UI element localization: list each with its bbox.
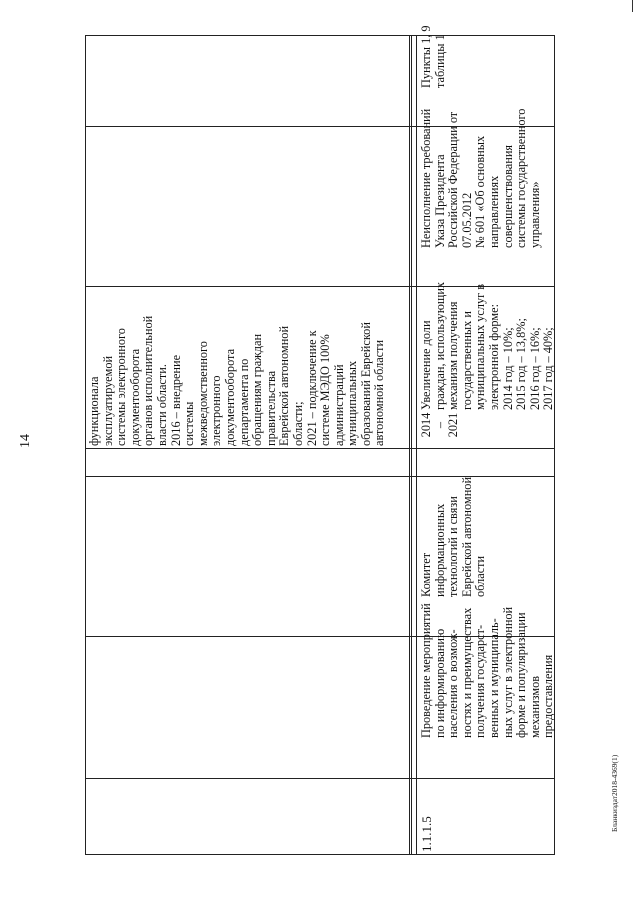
row-number: 1.1.1.5 [419,816,434,852]
link-cell: Пункты 1, 9 таблицы 1 [419,25,447,88]
period-cell: 2014 – 2021 [419,412,461,438]
executor-cell: Комитет информационных технологий и связи Еврейской автономной области [419,476,488,597]
footer-code: Бланкиздат2018-4369(1) [610,754,619,832]
upper-implementation-text: функционала эксплуатируемой системы электронного документооборота органов исполнительной власти области. 2016 – внедрение системы межведомственного электронного документооборота департамента по обращениям граждан правительства Еврейской автономной области; 2021 – подключение к системе МЭДО 100% администраций муниципальных образований Еврейской автономной области [87,315,387,446]
edge-mark [632,0,633,12]
consequences-cell: Неисполнение требований Указа Президента Российской Федерации от 07.05.2012 № 601 «Об основных направлениях совершенствования системы государственного управления» [419,108,542,248]
page-number: 14 [18,434,33,448]
activity-cell: Проведение мероприятий по информированию населения о возмож- ностях и преимуществах получения государст- венных и муниципаль- ных услуг в электронной форме и популяризации механизмов предоставления [419,603,556,738]
result-cell: Увеличение доли граждан, использующих механизм получения государственных и муниципальных услуг в электронной форме: 2014 год – 10%; 2015 год – 13,8%; 2016 год – 16%; 2017 год – 40%; [419,281,556,410]
